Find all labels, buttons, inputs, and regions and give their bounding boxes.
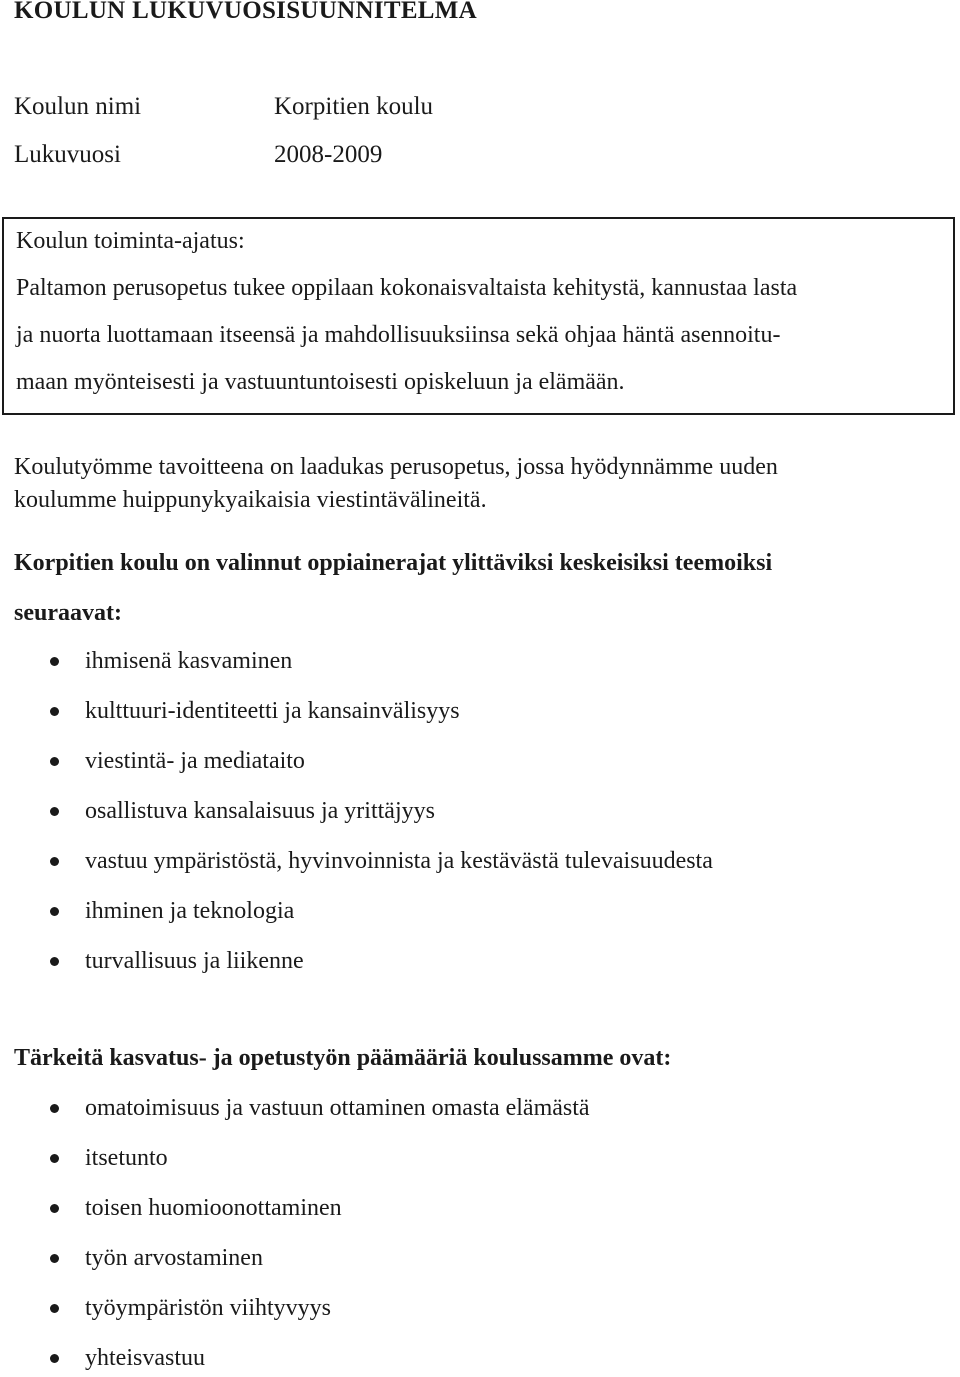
list-item-text: toisen huomioonottaminen [85, 1195, 342, 1221]
list-item [50, 948, 304, 975]
bullet-icon [50, 1154, 59, 1163]
school-name-label: Koulun nimi [14, 93, 142, 120]
list-item-text: työn arvostaminen [85, 1245, 263, 1271]
list-item [50, 748, 305, 775]
list-item-text: vastuu ympäristöstä, hyvinvoinnista ja kestävästä tulevaisuudesta [85, 848, 713, 874]
bullet-icon [50, 1354, 59, 1363]
goal-paragraph-line-1: Koulutyömme tavoitteena on laadukas perusopetus, jossa hyödynnämme uuden [14, 454, 778, 480]
mission-box [2, 217, 955, 415]
bullet-icon [50, 657, 59, 666]
bullet-icon [50, 707, 59, 716]
list-item-text: ihmisenä kasvaminen [85, 648, 293, 674]
list-item [50, 648, 292, 675]
list-item-text: omatoimisuus ja vastuun ottaminen omasta elämästä [85, 1095, 590, 1121]
school-year-label: Lukuvuosi [14, 141, 121, 168]
bullet-icon [50, 1204, 59, 1213]
list-item-text: viestintä- ja mediataito [85, 748, 305, 774]
list-item-text: työympäristön viihtyvyys [85, 1295, 331, 1321]
mission-text-line-3: maan myönteisesti ja vastuuntuntoisesti opiskeluun ja elämään. [16, 369, 625, 395]
mission-text-line-1: Paltamon perusopetus tukee oppilaan kokonaisvaltaista kehitystä, kannustaa lasta [16, 275, 798, 301]
list-item [50, 1145, 168, 1172]
bullet-icon [50, 957, 59, 966]
bullet-icon [50, 1304, 59, 1313]
list-item [50, 1195, 342, 1222]
aims-heading: Tärkeitä kasvatus- ja opetustyön päämääriä koulussamme ovat: [14, 1045, 672, 1071]
list-item-text: yhteisvastuu [85, 1345, 205, 1371]
goal-paragraph-line-2: koulumme huippunykyaikaisia viestintävälineitä. [14, 487, 487, 513]
list-item [50, 1245, 263, 1272]
list-item [50, 698, 460, 725]
bullet-icon [50, 1104, 59, 1113]
list-item-text: itsetunto [85, 1145, 168, 1171]
list-item [50, 848, 713, 875]
school-year-value: 2008-2009 [274, 141, 383, 168]
themes-intro-line-1: Korpitien koulu on valinnut oppiainerajat ylittäviksi keskeisiksi teemoiksi [14, 550, 773, 576]
list-item [50, 898, 294, 925]
list-item [50, 1095, 590, 1122]
bullet-icon [50, 757, 59, 766]
mission-heading: Koulun toiminta-ajatus: [16, 228, 245, 254]
school-name-value: Korpitien koulu [274, 93, 434, 120]
list-item-text: osallistuva kansalaisuus ja yrittäjyys [85, 798, 435, 824]
bullet-icon [50, 857, 59, 866]
list-item-text: ihminen ja teknologia [85, 898, 295, 924]
mission-text-line-2: ja nuorta luottamaan itseensä ja mahdollisuuksiinsa sekä ohjaa häntä asennoitu- [16, 322, 781, 348]
list-item [50, 1295, 331, 1322]
bullet-icon [50, 1254, 59, 1263]
bullet-icon [50, 807, 59, 816]
themes-intro-line-2: seuraavat: [14, 600, 122, 626]
bullet-icon [50, 907, 59, 916]
list-item [50, 798, 435, 825]
list-item [50, 1345, 205, 1372]
document-title: KOULUN LUKUVUOSISUUNNITELMA [14, 0, 478, 24]
list-item-text: kulttuuri-identiteetti ja kansainvälisyys [85, 698, 460, 724]
list-item-text: turvallisuus ja liikenne [85, 948, 304, 974]
